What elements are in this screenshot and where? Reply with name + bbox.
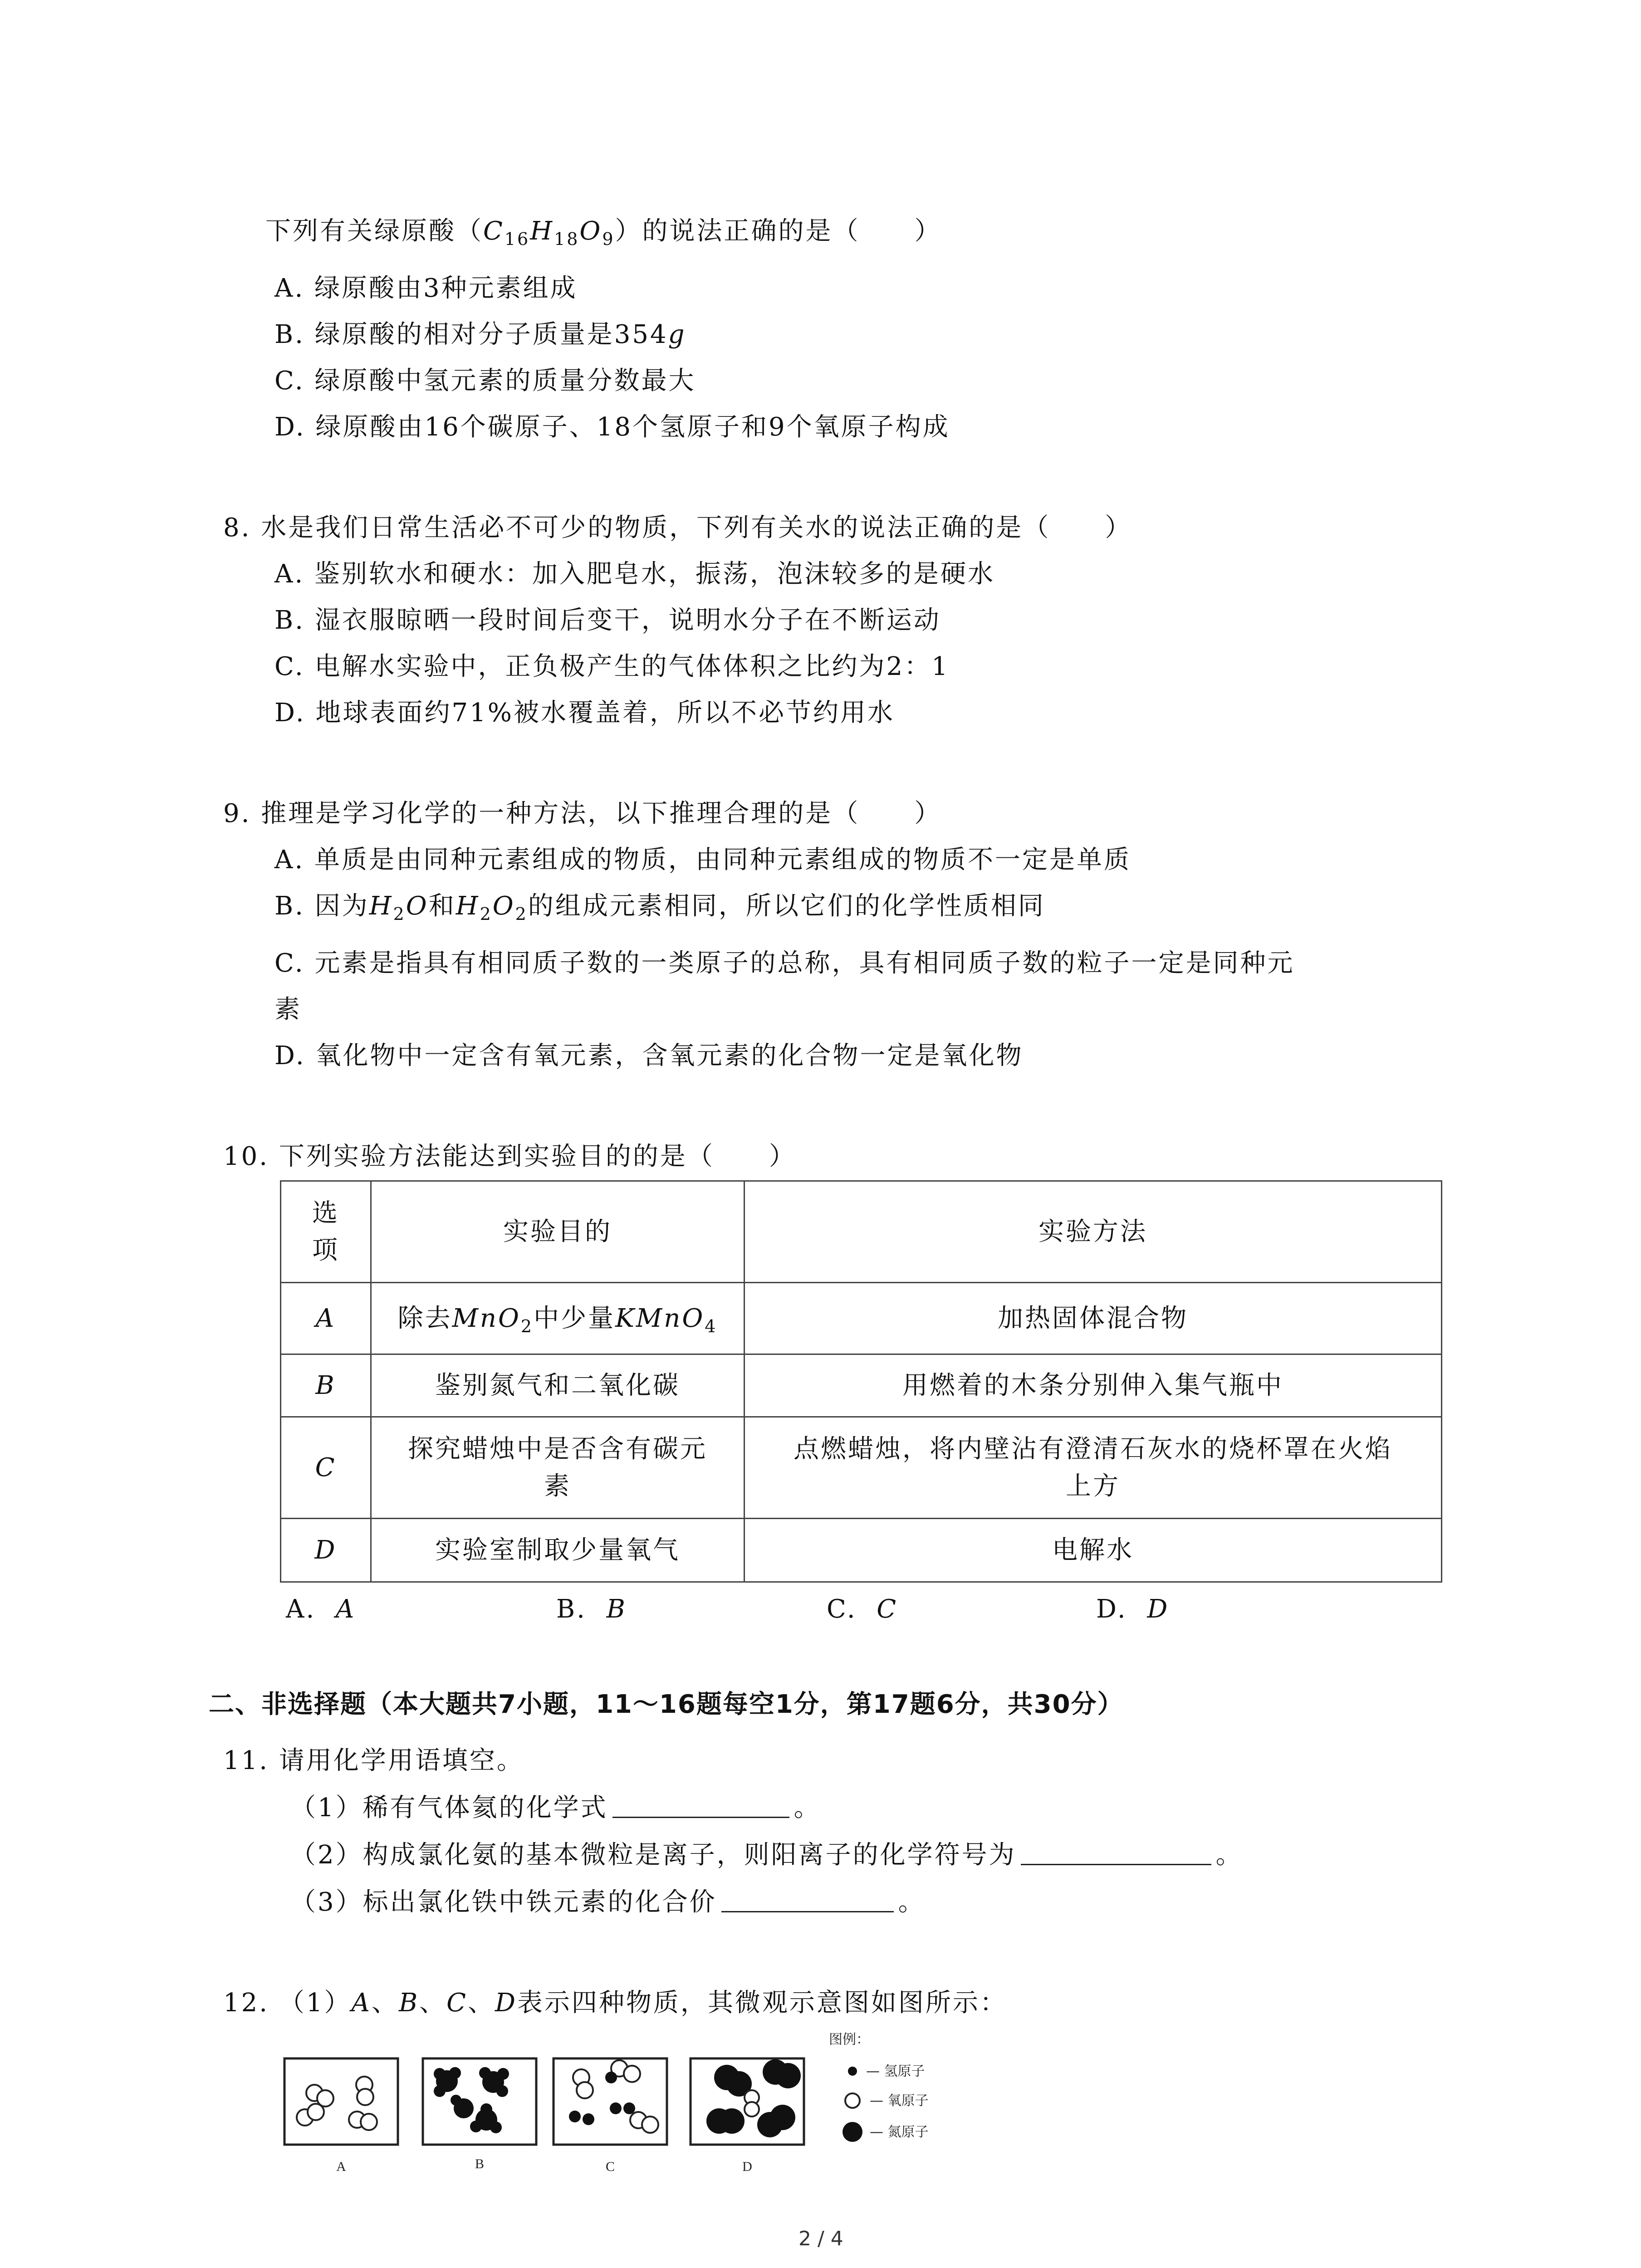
label-a: A	[336, 2159, 346, 2174]
row-purpose: 探究蜡烛中是否含有碳元 素	[371, 1417, 745, 1519]
table-row	[281, 1519, 1442, 1582]
label-c: C	[605, 2159, 615, 2174]
header-method: 实验方法	[745, 1181, 1442, 1283]
question-9-option-a: A. 单质是由同种元素组成的物质，由同种元素组成的物质不一定是单质	[274, 845, 1132, 875]
question-8-option-c: C. 电解水实验中，正负极产生的气体体积之比约为2：1	[274, 652, 950, 681]
row-option: D	[281, 1519, 371, 1582]
question-7-stem: 下列有关绿原酸$(C_{16}H_{18}O_9)$的说法正确的是（ ）	[265, 216, 942, 249]
legend-hydrogen: — 氢原子	[866, 2063, 925, 2079]
nitrogen-atom-icon	[843, 2122, 862, 2142]
question-7-option-a: A. 绿原酸由3种元素组成	[274, 274, 578, 303]
question-7-option-b: B. 绿原酸的相对分子质量是354g	[274, 320, 686, 349]
table-header-row	[281, 1181, 1442, 1283]
row-method: 加热固体混合物	[745, 1283, 1442, 1354]
choice-a: A. A	[286, 1594, 356, 1624]
row-method: 点燃蜡烛，将内壁沾有澄清石灰水的烧杯罩在火焰 上方	[745, 1417, 1442, 1519]
question-7-option-d: D. 绿原酸由16个碳原子、18个氢原子和9个氧原子构成	[274, 412, 950, 442]
question-8-option-b: B. 湿衣服晾晒一段时间后变干，说明水分子在不断运动	[274, 606, 941, 635]
question-9-option-b: B. 因为$H_2O$和$H_2O_2$的组成元素相同，所以它们的化学性质相同	[274, 891, 1045, 924]
label-b: B	[475, 2156, 485, 2171]
table-row	[281, 1354, 1442, 1417]
row-purpose: 除去MnO$_2$中少量KMnO$_4$	[371, 1283, 745, 1354]
question-9-option-d: D. 氧化物中一定含有氧元素，含氧元素的化合物一定是氧化物	[274, 1041, 1024, 1070]
legend-title: 图例：	[829, 2032, 870, 2048]
question-11-part-3: （3）标出氯化铁中铁元素的化合价 。	[290, 1884, 926, 1921]
table-row	[281, 1417, 1442, 1519]
legend	[829, 2032, 929, 2142]
row-method: 电解水	[745, 1519, 1442, 1582]
answer-blank-3[interactable]	[721, 1886, 894, 1912]
ammonia-molecules	[434, 2067, 509, 2133]
choice-b: B. B	[556, 1594, 627, 1624]
question-11-part-1: （1）稀有气体氦的化学式 。	[290, 1790, 821, 1826]
row-method: 用燃着的木条分别伸入集气瓶中	[745, 1354, 1442, 1417]
question-11-stem: 11. 请用化学用语填空。	[223, 1746, 524, 1775]
question-12-stem: 12. （1）A、B、C、D表示四种物质，其微观示意图如图所示：	[223, 1988, 1007, 2018]
row-purpose: 实验室制取少量氧气	[371, 1519, 745, 1582]
microscopic-diagram	[280, 2027, 1051, 2190]
label-d: D	[742, 2159, 752, 2174]
question-11-part-2: （2）构成氯化氨的基本微粒是离子，则阳离子的化学符号为 。	[290, 1837, 1243, 1873]
answer-blank-1[interactable]	[612, 1791, 789, 1818]
question-7-option-c: C. 绿原酸中氢元素的质量分数最大	[274, 366, 696, 396]
row-option: A	[281, 1283, 371, 1354]
oxygen-molecules	[297, 2077, 377, 2130]
question-10-stem: 10. 下列实验方法能达到实验目的的是（ ）	[223, 1142, 796, 1171]
question-8-stem: 8. 水是我们日常生活必不可少的物质，下列有关水的说法正确的是（ ）	[223, 513, 1132, 543]
mixture-molecules	[569, 2060, 658, 2133]
answer-blank-2[interactable]	[1021, 1838, 1211, 1865]
header-purpose: 实验目的	[371, 1181, 745, 1283]
row-option: C	[281, 1417, 371, 1519]
row-option: B	[281, 1354, 371, 1417]
oxygen-atom-icon	[845, 2093, 860, 2108]
question-8-option-d: D. 地球表面约71%被水覆盖着，所以不必节约用水	[274, 698, 895, 728]
question-9-option-c-line1: C. 元素是指具有相同质子数的一类原子的总称，具有相同质子数的粒子一定是同种元	[274, 948, 1295, 978]
oxygen-molecule-d	[745, 2090, 759, 2116]
choice-c: C. C	[827, 1594, 898, 1624]
box-a	[284, 2058, 398, 2145]
legend-oxygen: — 氧原子	[870, 2093, 929, 2109]
experiment-table	[280, 1180, 1442, 1583]
row-purpose: 鉴别氮气和二氧化碳	[371, 1354, 745, 1417]
choice-d: D. D	[1096, 1594, 1170, 1624]
question-9-option-c-line2: 素	[274, 995, 302, 1024]
table-row	[281, 1283, 1442, 1354]
page-number: 2 / 4	[798, 2227, 843, 2250]
header-option: 选 项	[281, 1181, 371, 1283]
question-8-option-a: A. 鉴别软水和硬水：加入肥皂水，振荡，泡沫较多的是硬水	[274, 559, 995, 589]
legend-nitrogen: — 氮原子	[870, 2124, 929, 2140]
hydrogen-atom-icon	[848, 2067, 857, 2076]
question-9-stem: 9. 推理是学习化学的一种方法，以下推理合理的是（ ）	[223, 799, 942, 828]
section-2-title: 二、非选择题（本大题共7小题，11～16题每空1分，第17题6分，共30分）	[209, 1690, 1124, 1719]
